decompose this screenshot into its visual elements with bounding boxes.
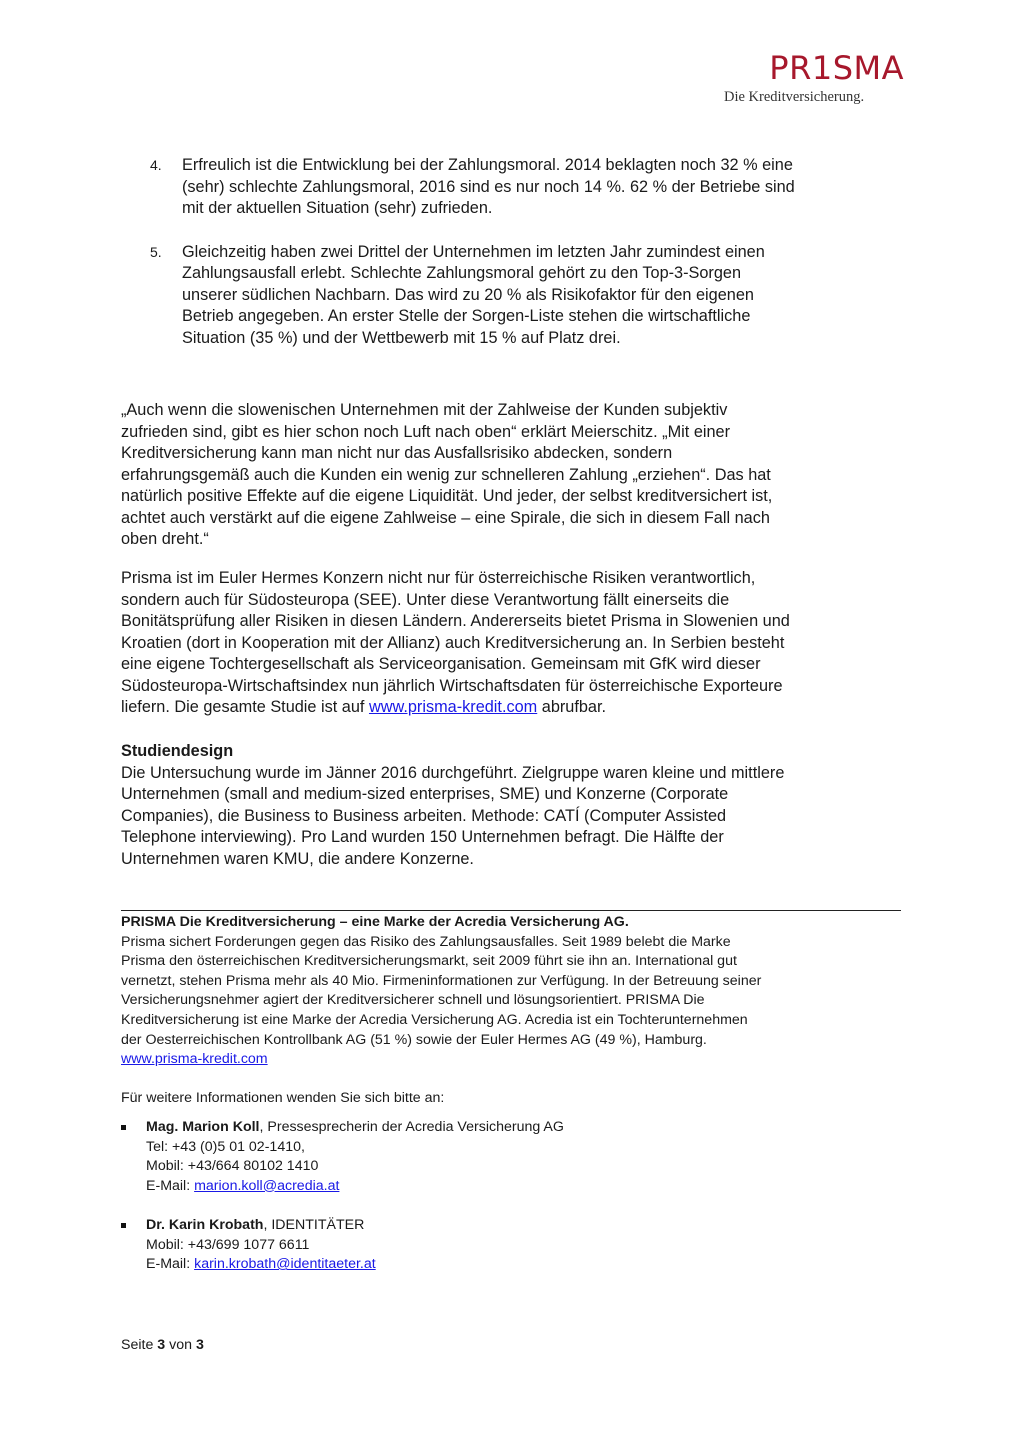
text-line: erfahrungsgemäß auch die Kunden ein wenig zur schnelleren Zahlung „erziehen“. Das hat [121, 465, 771, 484]
text-line [121, 697, 911, 719]
quote-paragraph [121, 400, 911, 551]
text-line: Situation (35 %) und der Wettbewerb mit 15 % auf Platz drei. [182, 328, 621, 347]
text-line: der Oesterreichischen Kontrollbank AG (51 %) sowie der Euler Hermes AG (49 %), Hamburg. [121, 1031, 707, 1048]
total-pages: 3 [195, 1337, 204, 1353]
finding-item-4 [146, 155, 906, 220]
contact-mobile: Mobil: +43/699 1077 6611 [146, 1236, 310, 1253]
text-line: unserer südlichen Nachbarn. Das wird zu 20 % als Risikofaktor für den eigenen [182, 285, 754, 304]
text-line: Prisma sichert Forderungen gegen das Risiko des Zahlungsausfalles. Seit 1989 belebt die Marke [121, 933, 731, 950]
text-line: mit der aktuellen Situation (sehr) zufrieden. [182, 199, 493, 217]
text-line: Prisma ist im Euler Hermes Konzern nicht nur für österreichische Risiken verantwortlich, [121, 569, 756, 587]
email-link[interactable]: karin.krobath@identitaeter.at [194, 1256, 376, 1273]
text-line: Erfreulich ist die Entwicklung bei der Zahlungsmoral. 2014 beklagten noch 32 % eine [182, 156, 793, 174]
text-line: vernetzt, stehen Prisma mehr als 40 Mio. Firmeninformationen zur Verfügung. In der Betreuung seiner [121, 972, 762, 989]
numbered-findings-list [146, 155, 906, 371]
finding-item-5 [146, 242, 906, 350]
contact-headline [146, 1118, 821, 1138]
text-line: Kreditversicherung ist eine Marke der Acredia Versicherung AG. Acredia ist ein Tochterunternehmen [121, 1011, 748, 1028]
bullet-icon [121, 1223, 126, 1228]
text-line: Kroatien (dort in Kooperation mit der Allianz) auch Kreditversicherung an. In Serbien besteht [121, 633, 785, 652]
footer-text: Seite [121, 1337, 158, 1353]
text-line: Südosteuropa-Wirtschaftsindex nun jährlich Wirtschaftsdaten für österreichische Exporteure [121, 676, 783, 695]
page-number-footer [121, 1336, 204, 1355]
study-design-heading: Studiendesign [121, 742, 234, 760]
text-line: Versicherungsnehmer agiert der Kreditversicherer schnell und lösungsorientiert. PRISMA Die [121, 992, 705, 1009]
contact-intro: Für weitere Informationen wenden Sie sich bitte an: [121, 1090, 445, 1106]
text-line: Companies), die Business to Business arbeiten. Methode: CATÍ (Computer Assisted [121, 806, 727, 825]
contact-role: , IDENTITÄTER [263, 1216, 365, 1233]
text-line: Unternehmen waren KMU, die andere Konzerne. [121, 849, 474, 868]
email-label: E-Mail: [146, 1177, 195, 1194]
text-line: sondern auch für Südosteuropa (SEE). Unter diese Verantwortung fällt einerseits die [121, 590, 730, 609]
bullet-icon [121, 1125, 126, 1130]
text-line: zufrieden sind, gibt es hier schon noch Luft nach oben“ erklärt Meierschitz. „Mit einer [121, 422, 731, 441]
logo-wordmark: PR1SMA [769, 49, 904, 87]
item-number: 4. [150, 157, 162, 173]
text-line: Gleichzeitig haben zwei Drittel der Unternehmen im letzten Jahr zumindest einen [182, 242, 765, 261]
text-line: Telephone interviewing). Pro Land wurden 150 Unternehmen befragt. Die Hälfte der [121, 828, 724, 846]
text-line: Bonitätsprüfung aller Risiken in diesen Ländern. Andererseits bietet Prisma in Slowenien und [121, 612, 790, 630]
contact-name: Mag. Marion Koll [146, 1119, 260, 1135]
text-line: „Auch wenn die slowenischen Unternehmen mit der Zahlweise der Kunden subjektiv [121, 401, 728, 419]
text-line: oben dreht.“ [121, 530, 209, 548]
text-line: natürlich positive Effekte auf die eigene Liquidität. Und jeder, der selbst kreditversichert ist, [121, 487, 773, 505]
text-span: abrufbar. [537, 698, 607, 716]
boilerplate-website-link[interactable]: www.prisma-kredit.com [121, 1051, 268, 1068]
text-span: liefern. Die gesamte Studie ist auf [121, 698, 369, 716]
contact-email-line [146, 1177, 821, 1197]
item-number: 5. [150, 243, 162, 260]
text-line: Kreditversicherung kann man nicht nur das Ausfallsrisiko abdecken, sondern [121, 444, 673, 462]
company-boilerplate [121, 913, 911, 1070]
text-line: achtet auch verstärkt auf die eigene Zahlweise – eine Spirale, die sich in diesem Fall nach [121, 508, 770, 527]
contact-name: Dr. Karin Krobath [146, 1216, 264, 1233]
text-line: eine eigene Tochtergesellschaft als Serviceorganisation. Gemeinsam mit GfK wird dieser [121, 655, 761, 673]
text-line: Die Untersuchung wurde im Jänner 2016 durchgeführt. Zielgruppe waren kleine und mittlere [121, 763, 785, 782]
text-line: Unternehmen (small and medium-sized enterprises, SME) und Konzerne (Corporate [121, 785, 729, 803]
contact-headline [146, 1216, 821, 1236]
contact-mobile: Mobil: +43/664 80102 1410 [146, 1158, 319, 1175]
current-page: 3 [157, 1337, 166, 1353]
boilerplate-heading: PRISMA Die Kreditversicherung – eine Marke der Acredia Versicherung AG. [121, 914, 629, 930]
section-divider [121, 910, 901, 911]
footer-text: von [165, 1337, 196, 1353]
contact-role: , Pressesprecherin der Acredia Versicherung AG [259, 1119, 564, 1135]
prisma-logo [724, 50, 904, 106]
contact-phone: Tel: +43 (0)5 01 02-1410, [146, 1138, 305, 1155]
contact-list [121, 1118, 821, 1294]
logo-tagline: Die Kreditversicherung. [724, 89, 865, 105]
email-label: E-Mail: [146, 1256, 195, 1273]
contact-item [121, 1216, 821, 1275]
prisma-website-link[interactable]: www.prisma-kredit.com [368, 698, 538, 716]
contact-item [121, 1118, 821, 1196]
text-line: Betrieb angegeben. An erster Stelle der Sorgen-Liste stehen die wirtschaftliche [182, 307, 751, 325]
prisma-see-paragraph [121, 568, 911, 719]
study-design-section [121, 741, 911, 870]
text-line: Zahlungsausfall erlebt. Schlechte Zahlungsmoral gehört zu den Top-3-Sorgen [182, 264, 742, 282]
contact-email-line [146, 1255, 821, 1275]
text-line: Prisma den österreichischen Kreditversicherungsmarkt, seit 2009 führt sie ihn an. International gut [121, 953, 737, 970]
text-line: (sehr) schlechte Zahlungsmoral, 2016 sind es nur noch 14 %. 62 % der Betriebe sind [182, 177, 795, 196]
email-link[interactable]: marion.koll@acredia.at [194, 1177, 340, 1194]
